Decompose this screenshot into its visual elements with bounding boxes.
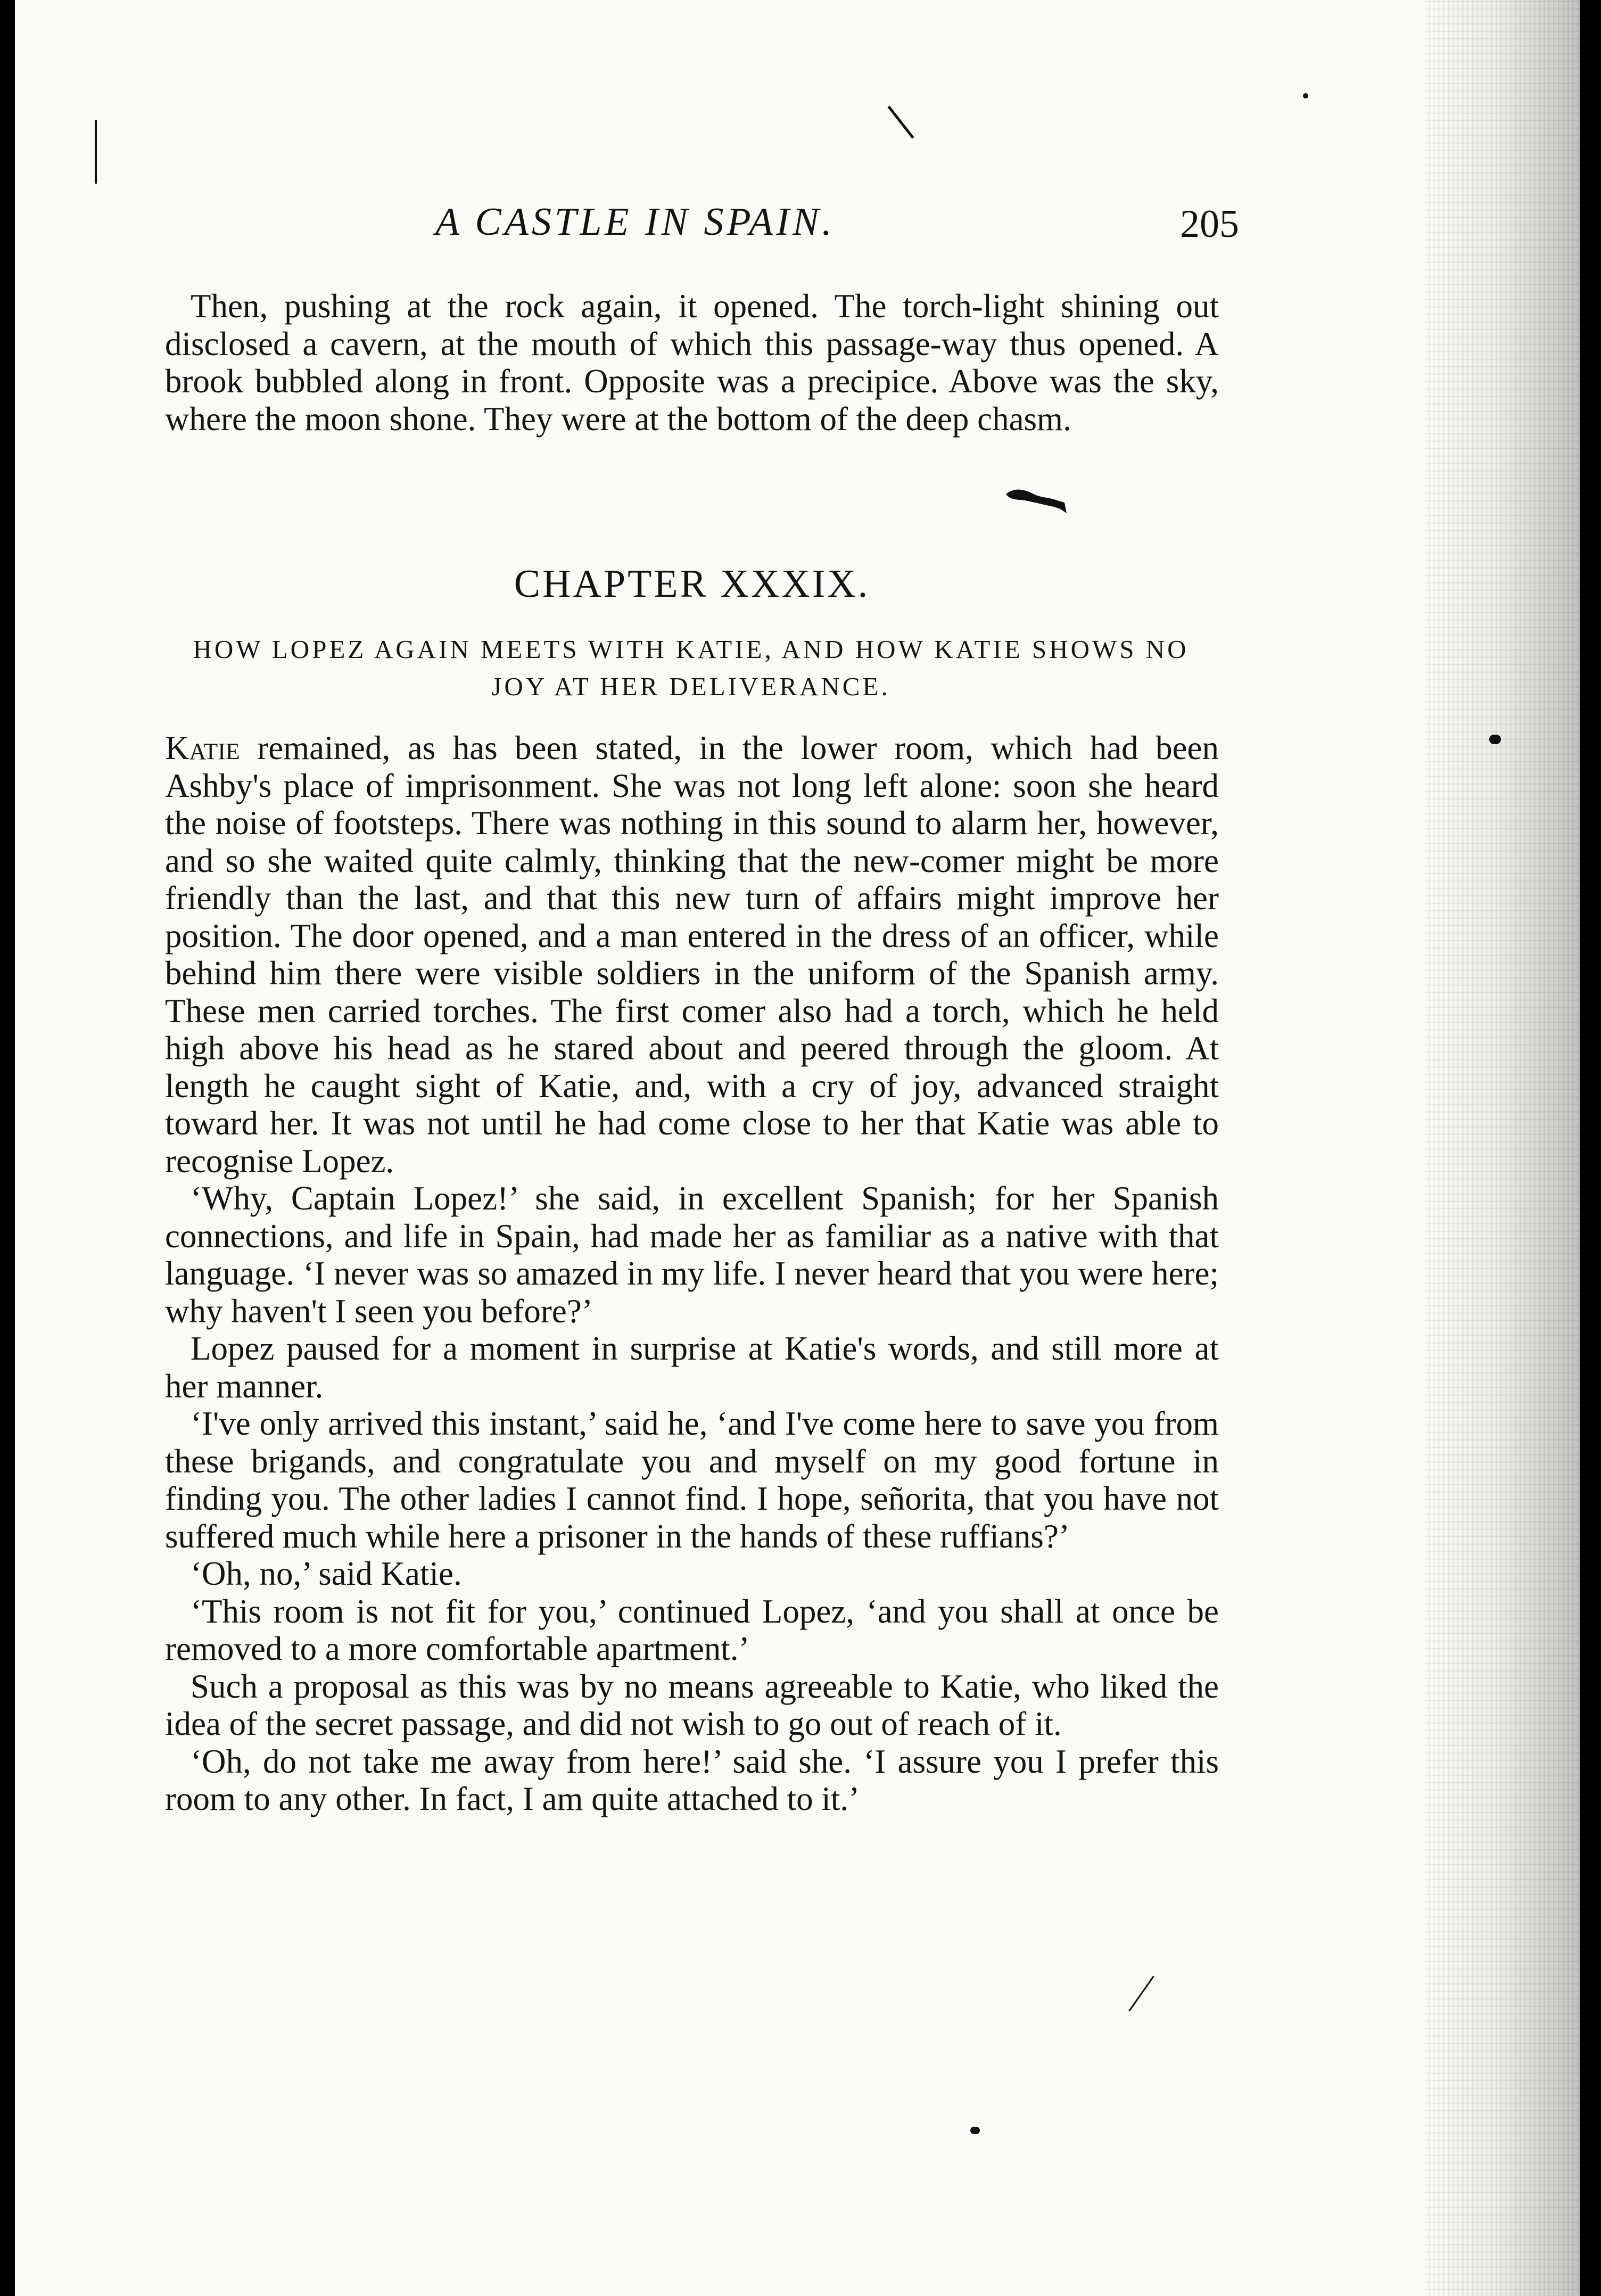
paragraph-1-first-word: Katie (165, 729, 240, 767)
paragraph-6: ‘This room is not fit for you,’ continued Lopez, ‘and you shall at once be removed to a more comfortable apartment.’ (165, 1592, 1219, 1667)
book-page (15, 0, 1580, 2296)
scan-speck (1303, 93, 1308, 98)
ink-blot-mark (1005, 484, 1069, 516)
page-number: 205 (1180, 202, 1239, 246)
scan-speck (1489, 735, 1501, 744)
scan-speck (970, 2127, 980, 2134)
intro-paragraph: Then, pushing at the rock again, it opened. The torch-light shining out disclosed a cavern, at the mouth of which this passage-way thus opened. A brook bubbled along in front. Opposite was a precipice. Above was the sky, where the moon shone. They were at the bottom of the deep chasm. (165, 287, 1219, 438)
paragraph-4: ‘I've only arrived this instant,’ said he, ‘and I've come here to save you from these brigands, and congratulate you and myself on my good fortune in finding you. The other ladies I cannot find. I hope, señorita, that you have not suffered much while here a prisoner in the hands of these ruffians?’ (165, 1405, 1219, 1555)
paragraph-1-body: remained, as has been stated, in the lower room, which had been Ashby's place of imprisonment. She was not long left alone: soon she heard the noise of footsteps. There was nothing in this sound to alarm her, however, and so she waited quite calmly, thinking that the new-comer might be more friendly than the last, and that this new turn of affairs might improve her position. The door opened, and a man entered in the dress of an officer, while behind him there were visible soldiers in the uniform of the Spanish army. These men carried torches. The first comer also had a torch, which he held high above his head as he stared about and peered through the gloom. At length he caught sight of Katie, and, with a cry of joy, advanced straight toward her. It was not until he had come close to her that Katie was able to recognise Lopez. (165, 729, 1219, 1180)
scan-speck (95, 120, 97, 184)
chapter-text-block (165, 729, 1219, 1818)
paragraph-7: Such a proposal as this was by no means agreeable to Katie, who liked the idea of the secret passage, and did not wish to go out of reach of it. (165, 1667, 1219, 1742)
page-edge-shadow (1425, 0, 1580, 2296)
scan-speck (887, 105, 914, 138)
intro-text-block (165, 287, 1219, 438)
page-header (435, 200, 1239, 253)
scan-speck (1128, 1976, 1154, 2011)
paragraph-2: ‘Why, Captain Lopez!’ she said, in excellent Spanish; for her Spanish connections, and life in Spain, had made her as familiar as a native with that language. ‘I never was so amazed in my life. I never heard that you were here; why haven't I seen you before?’ (165, 1180, 1219, 1330)
paragraph-8: ‘Oh, do not take me away from here!’ said she. ‘I assure you I prefer this room to any other. In fact, I am quite attached to it.’ (165, 1742, 1219, 1817)
chapter-subtitle: HOW LOPEZ AGAIN MEETS WITH KATIE, AND HOW KATIE SHOWS NO JOY AT HER DELIVERANCE. (193, 635, 1189, 701)
running-title: A CASTLE IN SPAIN. (435, 200, 835, 244)
paragraph-3: Lopez paused for a moment in surprise at Katie's words, and still more at her manner. (165, 1330, 1219, 1405)
paragraph-1 (165, 729, 1219, 1180)
paragraph-5: ‘Oh, no,’ said Katie. (191, 1555, 462, 1592)
chapter-heading: CHAPTER XXXIX. (514, 562, 870, 606)
